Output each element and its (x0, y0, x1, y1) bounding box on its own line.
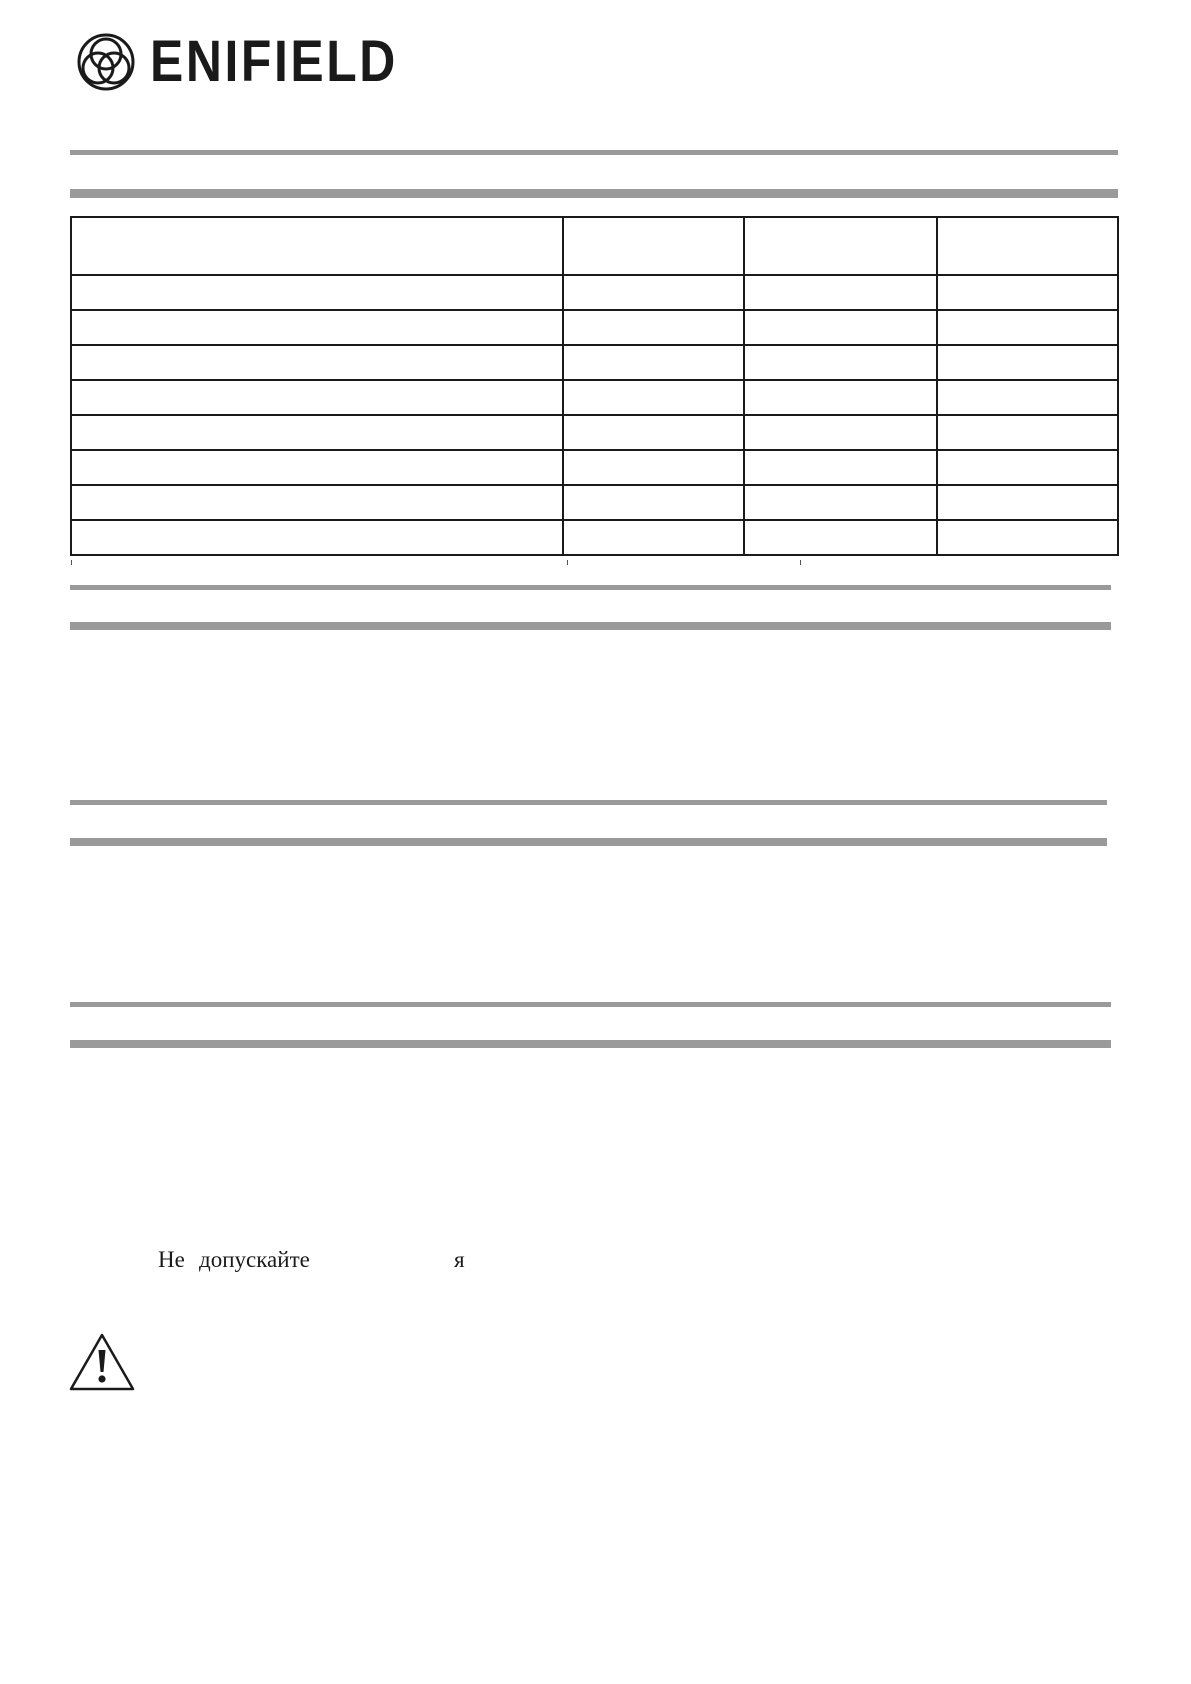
table-cell (563, 217, 744, 275)
interlocking-circles-logo-icon (76, 32, 136, 92)
table-cell (71, 485, 563, 520)
warning-triangle-icon (68, 1332, 136, 1392)
table-cell (937, 380, 1118, 415)
table-cell (744, 450, 937, 485)
section-rule-top (70, 800, 1107, 805)
spec-table (70, 216, 1119, 556)
table-cell (563, 520, 744, 555)
section-rule-top (70, 585, 1111, 590)
table-cell (71, 310, 563, 345)
table-cell (744, 275, 937, 310)
section-rule-top (70, 150, 1118, 155)
table-cell (744, 217, 937, 275)
table-cell (563, 275, 744, 310)
warning-word: допускайте (199, 1247, 310, 1272)
table-row (71, 310, 1118, 345)
table-cell (744, 415, 937, 450)
table-cell (563, 310, 744, 345)
table-cell (71, 520, 563, 555)
table-cell (937, 217, 1118, 275)
table-cell (744, 310, 937, 345)
table-row (71, 520, 1118, 555)
table-row (71, 345, 1118, 380)
table-cell (744, 520, 937, 555)
section-rule-bottom (70, 838, 1107, 846)
table-cell (563, 485, 744, 520)
table-cell (71, 450, 563, 485)
table-cell (937, 485, 1118, 520)
table-row (71, 450, 1118, 485)
tick-mark (800, 560, 801, 565)
table-cell (937, 345, 1118, 380)
section-rule-bottom (70, 189, 1118, 198)
table-header-row (71, 217, 1118, 275)
section-rule-top (70, 1002, 1111, 1007)
table-cell (71, 217, 563, 275)
table-cell (563, 450, 744, 485)
table-cell (71, 345, 563, 380)
brand-name: ENIFIELD (150, 29, 398, 94)
table-cell (744, 380, 937, 415)
table-cell (937, 275, 1118, 310)
table-cell (563, 415, 744, 450)
table-row (71, 380, 1118, 415)
table-cell (937, 520, 1118, 555)
brand-logo (76, 29, 438, 94)
warning-word: я (454, 1247, 465, 1272)
table-cell (937, 310, 1118, 345)
table-cell (71, 380, 563, 415)
table-row (71, 485, 1118, 520)
tick-mark (71, 560, 72, 565)
section-rule-bottom (70, 1040, 1111, 1048)
table-cell (744, 345, 937, 380)
table-row (71, 415, 1118, 450)
table-cell (71, 275, 563, 310)
warning-word: Не (158, 1247, 185, 1272)
table-cell (937, 450, 1118, 485)
table-cell (563, 345, 744, 380)
section-rule-bottom (70, 622, 1111, 630)
table-cell (937, 415, 1118, 450)
table-cell (71, 415, 563, 450)
table-row (71, 275, 1118, 310)
table-cell (563, 380, 744, 415)
tick-mark (567, 560, 568, 565)
table-cell (744, 485, 937, 520)
